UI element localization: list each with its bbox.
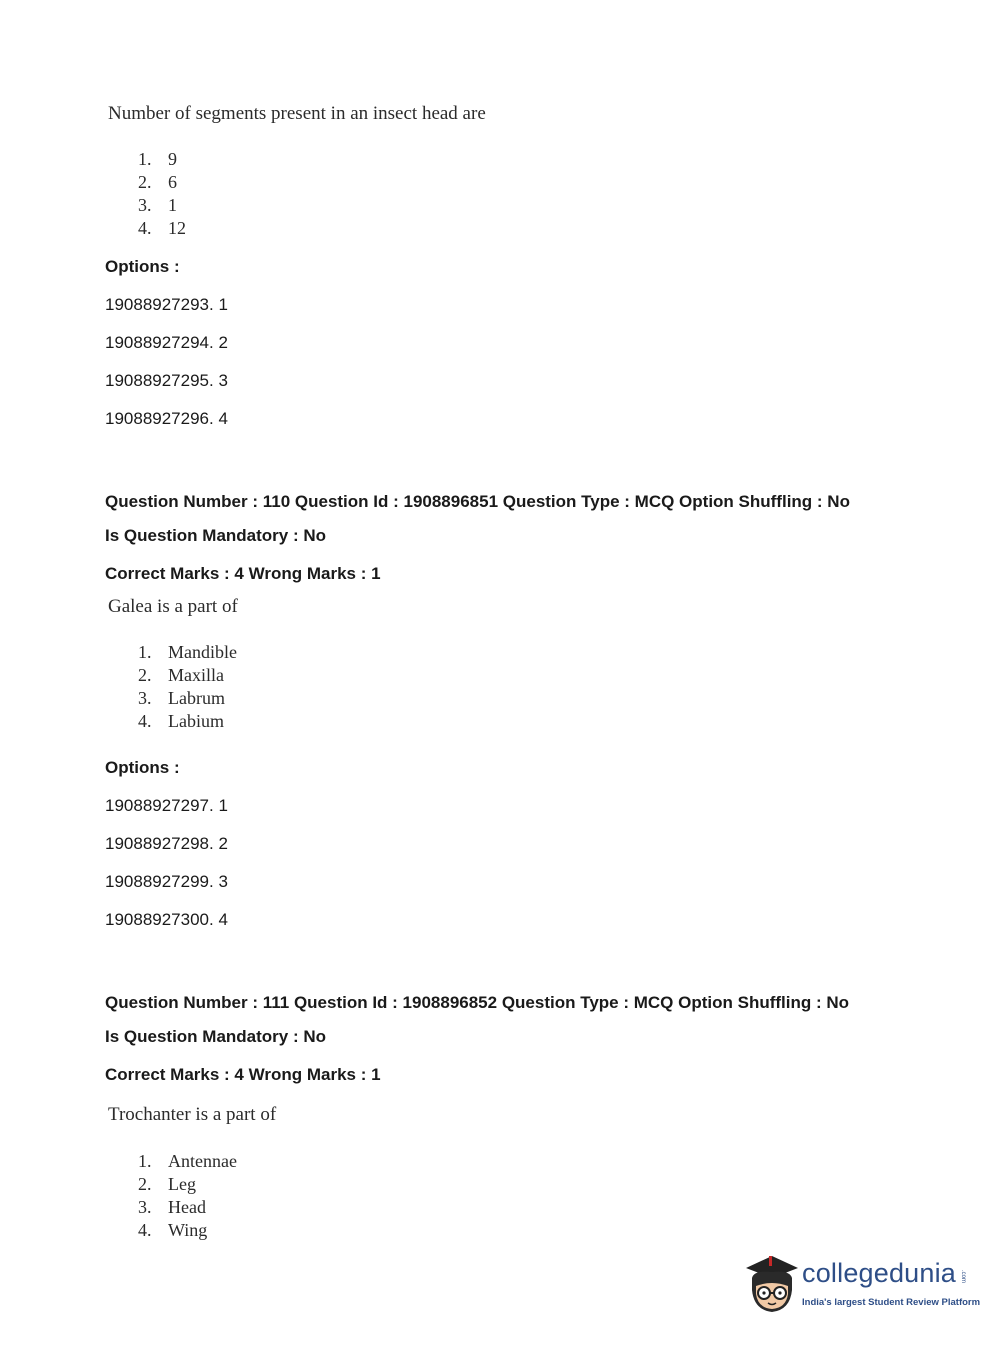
q109-option-3: 19088927295. 3 (105, 371, 228, 390)
list-item: 1. 9 (138, 149, 177, 169)
q110-option-3: 19088927299. 3 (105, 872, 228, 891)
q109-options-label: Options : (105, 257, 180, 276)
q110-option-4: 19088927300. 4 (105, 910, 228, 929)
student-mascot-icon (742, 1250, 802, 1320)
q110-mandatory: Is Question Mandatory : No (105, 526, 327, 545)
q110-header: Question Number : 110 Question Id : 1908896851 Question Type : MCQ Option Shuffling : No (105, 492, 850, 511)
q110-choice-list (138, 641, 237, 733)
list-item: 4. 12 (138, 218, 186, 238)
q110-question-text: Galea is a part of (108, 596, 238, 617)
q111-marks: Correct Marks : 4 Wrong Marks : 1 (105, 1065, 381, 1084)
list-item: 2. Leg (138, 1174, 196, 1194)
list-item: 2. 6 (138, 172, 177, 192)
logo-wordmark: collegedunia (802, 1258, 957, 1288)
list-item: 2. Maxilla (138, 665, 224, 685)
q110-options-label: Options : (105, 758, 180, 777)
logo-tagline: India's largest Student Review Platform (802, 1297, 981, 1308)
q110-option-2: 19088927298. 2 (105, 834, 228, 853)
q109-option-1: 19088927293. 1 (105, 295, 228, 314)
q111-question-text: Trochanter is a part of (108, 1104, 277, 1125)
list-item: 1. Mandible (138, 642, 237, 662)
list-item: 3. Head (138, 1197, 206, 1217)
q111-choice-list (138, 1150, 237, 1242)
list-item: 3. 1 (138, 195, 177, 215)
q109-option-4: 19088927296. 4 (105, 409, 228, 428)
logo-com-suffix: .com (960, 1270, 966, 1284)
list-item: 3. Labrum (138, 688, 225, 708)
q109-question-text: Number of segments present in an insect head are (108, 103, 486, 124)
q110-marks: Correct Marks : 4 Wrong Marks : 1 (105, 564, 381, 583)
q109-choice-list (138, 148, 186, 240)
list-item: 1. Antennae (138, 1151, 237, 1171)
q111-mandatory: Is Question Mandatory : No (105, 1027, 327, 1046)
list-item: 4. Wing (138, 1220, 208, 1240)
list-item: 4. Labium (138, 711, 224, 731)
q110-option-1: 19088927297. 1 (105, 796, 228, 815)
collegedunia-logo (742, 1250, 981, 1320)
q111-header: Question Number : 111 Question Id : 1908896852 Question Type : MCQ Option Shuffling : No (105, 993, 850, 1012)
q109-option-2: 19088927294. 2 (105, 333, 228, 352)
